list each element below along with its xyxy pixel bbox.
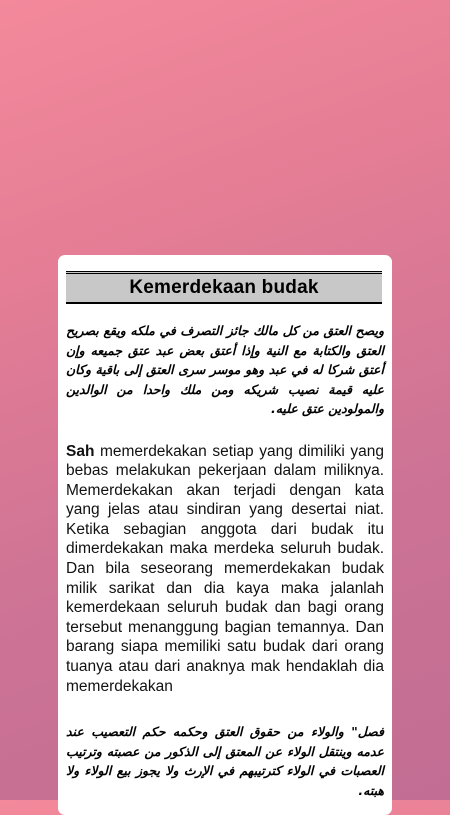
arabic-text-paragraph: ويصح العتق من كل مالك جائز التصرف في ملكه ويقع بصريح العتق والكتابة مع النية وإذا أعتق بعض عبد عتق جميعه وإن أعتق شركا له في عبد وهو موسر سرى العتق إلى باقية وكان عليه قيمة نصيب شريكه ومن ملك واحدا من الوالدين والمولودين عتق عليه.	[66, 323, 384, 416]
translation-paragraph	[66, 442, 384, 697]
content-card	[58, 255, 392, 815]
translation-lead-word: Sah	[66, 442, 95, 460]
page-title: Kemerdekaan budak	[129, 277, 319, 298]
article-body	[66, 321, 384, 800]
title-bar	[66, 271, 382, 304]
arabic-chapter-paragraph: فصل" والولاء من حقوق العتق وحكمه حكم التعصيب عند عدمه وينتقل الولاء عن المعتق إلى الذكور من عصبته وترتيب العصبات في الولاء كترتيبهم في الإرث ولا يجوز بيع الولاء ولا هبته.	[66, 724, 384, 798]
translation-text: memerdekakan setiap yang dimiliki yang bebas melakukan pekerjaan dalam miliknya. Memerdekakan akan terjadi dengan kata yang jelas atau sindiran yang desertai niat. Ketika sebagian anggota dari budak itu dimerdekakan maka merdeka seluruh budak. Dan bila seseorang memerdekakan budak milik sarikat dan dia kaya maka jalanlah kemerdekaan seluruh budak dan bagi orang tersebut menanggung bagian temannya. Dan barang siapa memiliki satu budak dari orang tuanya atau dari anaknya mak hendaklah dia memerdekakan	[66, 442, 384, 695]
